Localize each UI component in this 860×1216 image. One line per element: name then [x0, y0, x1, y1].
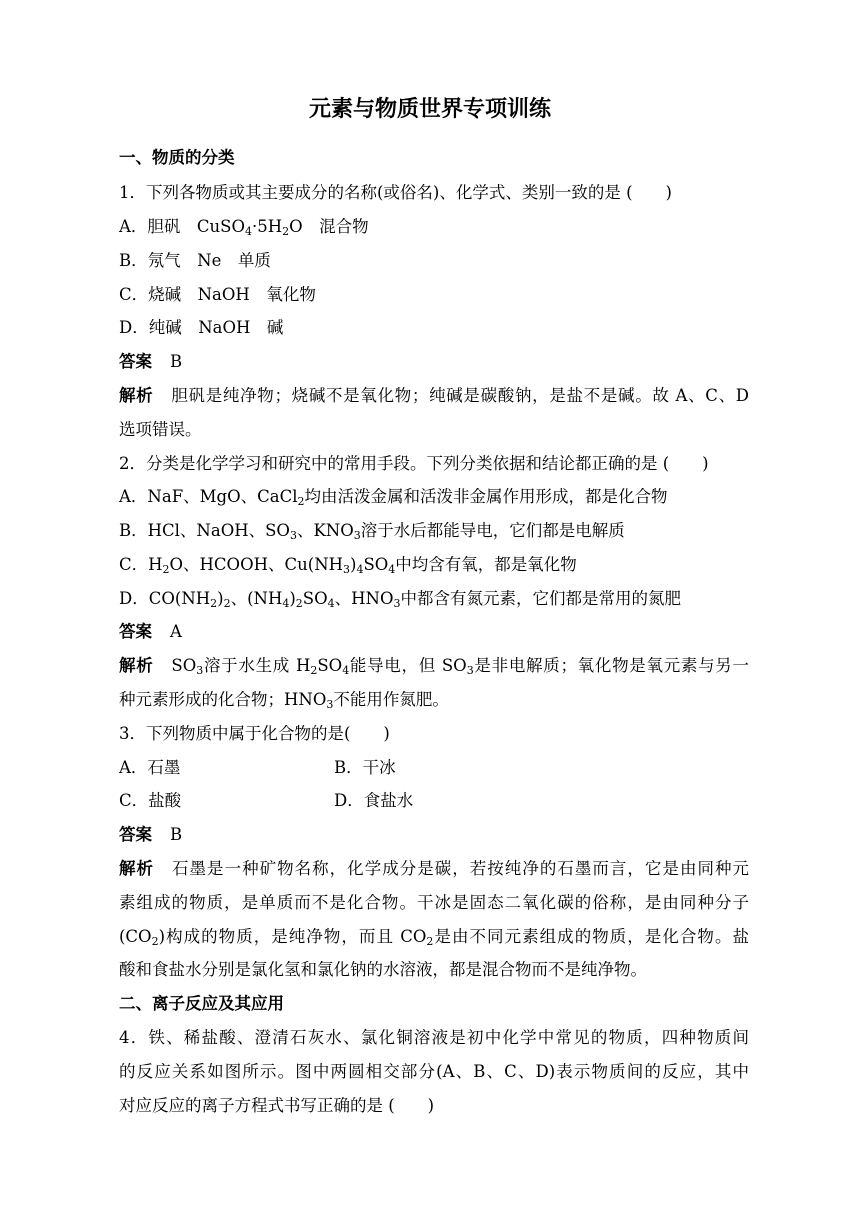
q1-explanation-line-1: 解析 胆矾是纯净物；烧碱不是氧化物；纯碱是碳酸钠，是盐不是碱。故 A、C、D	[119, 386, 750, 405]
q1-explanation-line-2: 选项错误。	[119, 420, 202, 439]
q3-explanation-line-4: 酸和食盐水分别是氯化氢和氯化钠的水溶液，都是混合物而不是纯净物。	[119, 960, 647, 979]
q2-option-c: C．$H_2O$、HCOOH、$Cu(NH_3)_4SO_4$中均含有氧，都是氧化物	[119, 555, 577, 576]
q3-explanation-line-3: $(CO_2)$构成的物质，是纯净物，而且 $CO_2$是由不同元素组成的物质，是化合物。盐	[119, 927, 750, 948]
q1-answer: 答案 B	[119, 352, 183, 371]
q1-option-b: B．氖气 Ne 单质	[119, 251, 271, 270]
question-3-stem: 3．下列物质中属于化合物的是( )	[119, 724, 390, 743]
question-2-stem: 2．分类是化学学习和研究中的常用手段。下列分类依据和结论都正确的是 ( )	[119, 454, 709, 473]
q3-option-c: C．盐酸	[119, 791, 182, 810]
question-4-line-3: 对应反应的离子方程式书写正确的是 ( )	[119, 1096, 435, 1115]
q2-option-b: B．HCl、NaOH、$SO_3$、$KNO_3$溶于水后都能导电，它们都是电解质	[119, 521, 625, 542]
q3-option-a: A．石墨	[119, 758, 181, 777]
q3-options-row-2	[119, 789, 749, 813]
q3-explanation-line-1: 解析 石墨是一种矿物名称，化学成分是碳，若按纯净的石墨而言，它是由同种元	[119, 859, 750, 878]
q2-explanation-line-1: 解析 $SO_3$溶于水生成 $H_2SO_4$能导电，但 $SO_3$是非电解质；氧化物是氧元素与另一	[119, 656, 750, 677]
q1-option-a: A．胆矾 $CuSO_4\cdot 5H_2O$ 混合物	[119, 217, 369, 238]
q3-option-d: D．食盐水	[334, 791, 414, 810]
q2-answer: 答案 A	[119, 622, 182, 641]
q3-option-b: B．干冰	[334, 758, 396, 777]
q3-explanation-line-2: 素组成的物质，是单质而不是化合物。干冰是固态二氧化碳的俗称，是由同种分子	[119, 893, 749, 912]
q1-option-c: C．烧碱 NaOH 氧化物	[119, 285, 316, 304]
question-4-line-1: 4．铁、稀盐酸、澄清石灰水、氯化铜溶液是初中化学中常见的物质，四种物质间	[119, 1028, 749, 1047]
section-heading-classification: 一、物质的分类	[119, 148, 235, 167]
question-1-stem: 1．下列各物质或其主要成分的名称(或俗名)、化学式、类别一致的是 ( )	[119, 183, 672, 202]
q2-option-a: A．NaF、MgO、CaCl$_2$均由活泼金属和活泼非金属作用形成，都是化合物	[119, 487, 668, 508]
page-title: 元素与物质世界专项训练	[308, 97, 551, 122]
q2-option-d: D．$CO(NH_2)_2$、$(NH_4)_2SO_4$、$HNO_3$中都含有氮元素，它们都是常用的氮肥	[119, 589, 681, 610]
q3-options-row-1	[119, 756, 749, 780]
section-heading-ionic-reactions: 二、离子反应及其应用	[119, 994, 284, 1013]
q3-answer: 答案 B	[119, 825, 183, 844]
question-4-line-2: 的反应关系如图所示。图中两圆相交部分(A、B、C、D)表示物质间的反应，其中	[119, 1062, 749, 1081]
q1-option-d: D．纯碱 NaOH 碱	[119, 318, 284, 337]
q2-explanation-line-2: 种元素形成的化合物；$HNO_3$不能用作氮肥。	[119, 690, 449, 711]
